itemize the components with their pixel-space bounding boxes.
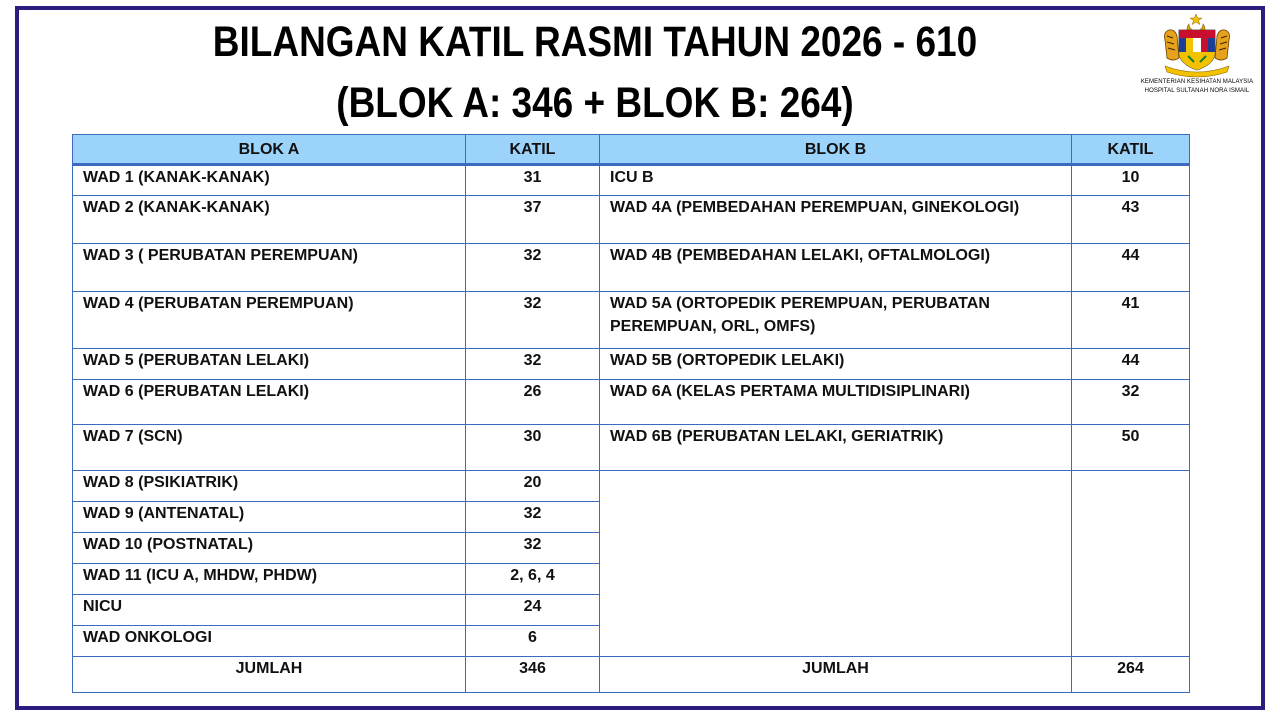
logo-hospital-name: HOSPITAL SULTANAH NORA ISMAIL [1144,88,1250,94]
page-title [83,12,1106,134]
ward-a-name: WAD 5 (PERUBATAN LELAKI) [73,349,466,380]
ward-a-name: WAD 4 (PERUBATAN PEREMPUAN) [73,292,466,349]
ward-a-name: NICU [73,595,466,626]
blok-b-empty-beds-cell [1072,471,1190,657]
ward-b-beds: 43 [1072,196,1190,244]
ward-b-beds: 50 [1072,425,1190,471]
ward-a-name: WAD 10 (POSTNATAL) [73,533,466,564]
ward-a-beds: 26 [466,380,600,425]
ward-a-beds: 2, 6, 4 [466,564,600,595]
bed-count-table [72,134,1190,693]
title-line-1: BILANGAN KATIL RASMI TAHUN 2026 - 610 [212,18,978,66]
ward-a-name: WAD 9 (ANTENATAL) [73,502,466,533]
ward-a-beds: 32 [466,244,600,292]
total-a-value: 346 [466,657,600,693]
ward-b-name: WAD 5A (ORTOPEDIK PEREMPUAN, PERUBATAN PEREMPUAN, ORL, OMFS) [600,292,1072,349]
ward-a-beds: 32 [466,533,600,564]
ward-a-beds: 32 [466,502,600,533]
ward-b-beds: 10 [1072,165,1190,196]
header-katil-a: KATIL [466,135,600,165]
header-blok-b: BLOK B [600,135,1072,165]
ward-a-beds: 24 [466,595,600,626]
ward-a-beds: 30 [466,425,600,471]
ward-b-name: WAD 4A (PEMBEDAHAN PEREMPUAN, GINEKOLOGI) [600,196,1072,244]
ward-a-name: WAD 3 ( PERUBATAN PEREMPUAN) [73,244,466,292]
ward-a-beds: 6 [466,626,600,657]
total-b-label: JUMLAH [600,657,1072,693]
ward-b-name: ICU B [600,165,1072,196]
ward-b-beds: 44 [1072,244,1190,292]
ward-b-name: WAD 6B (PERUBATAN LELAKI, GERIATRIK) [600,425,1072,471]
table-row [73,425,1190,471]
ward-a-beds: 37 [466,196,600,244]
ward-a-beds: 32 [466,292,600,349]
ward-a-beds: 32 [466,349,600,380]
ward-b-name: WAD 4B (PEMBEDAHAN LELAKI, OFTALMOLOGI) [600,244,1072,292]
total-a-label: JUMLAH [73,657,466,693]
header-katil-b: KATIL [1072,135,1190,165]
table-row [73,471,1190,502]
ward-b-beds: 32 [1072,380,1190,425]
ward-a-name: WAD 7 (SCN) [73,425,466,471]
ward-a-name: WAD 6 (PERUBATAN LELAKI) [73,380,466,425]
logo-ministry-name: KEMENTERIAN KESIHATAN MALAYSIA [1140,79,1254,85]
total-row [73,657,1190,693]
title-line-2: (BLOK A: 346 + BLOK B: 264) [336,79,854,127]
ministry-logo [1130,12,1264,108]
blok-b-empty-cell [600,471,1072,657]
coat-of-arms-icon [1159,12,1235,78]
table-row [73,349,1190,380]
table-row [73,380,1190,425]
table-row [73,196,1190,244]
table-header-row [73,135,1190,165]
ward-a-name: WAD 1 (KANAK-KANAK) [73,165,466,196]
ward-a-beds: 31 [466,165,600,196]
ward-b-beds: 44 [1072,349,1190,380]
ward-b-name: WAD 5B (ORTOPEDIK LELAKI) [600,349,1072,380]
ward-a-name: WAD ONKOLOGI [73,626,466,657]
ward-a-name: WAD 2 (KANAK-KANAK) [73,196,466,244]
ward-a-beds: 20 [466,471,600,502]
table-row [73,165,1190,196]
ward-a-name: WAD 11 (ICU A, MHDW, PHDW) [73,564,466,595]
table-row [73,292,1190,349]
table-row [73,244,1190,292]
header-blok-a: BLOK A [73,135,466,165]
ward-b-beds: 41 [1072,292,1190,349]
ward-a-name: WAD 8 (PSIKIATRIK) [73,471,466,502]
total-b-value: 264 [1072,657,1190,693]
ward-b-name: WAD 6A (KELAS PERTAMA MULTIDISIPLINARI) [600,380,1072,425]
